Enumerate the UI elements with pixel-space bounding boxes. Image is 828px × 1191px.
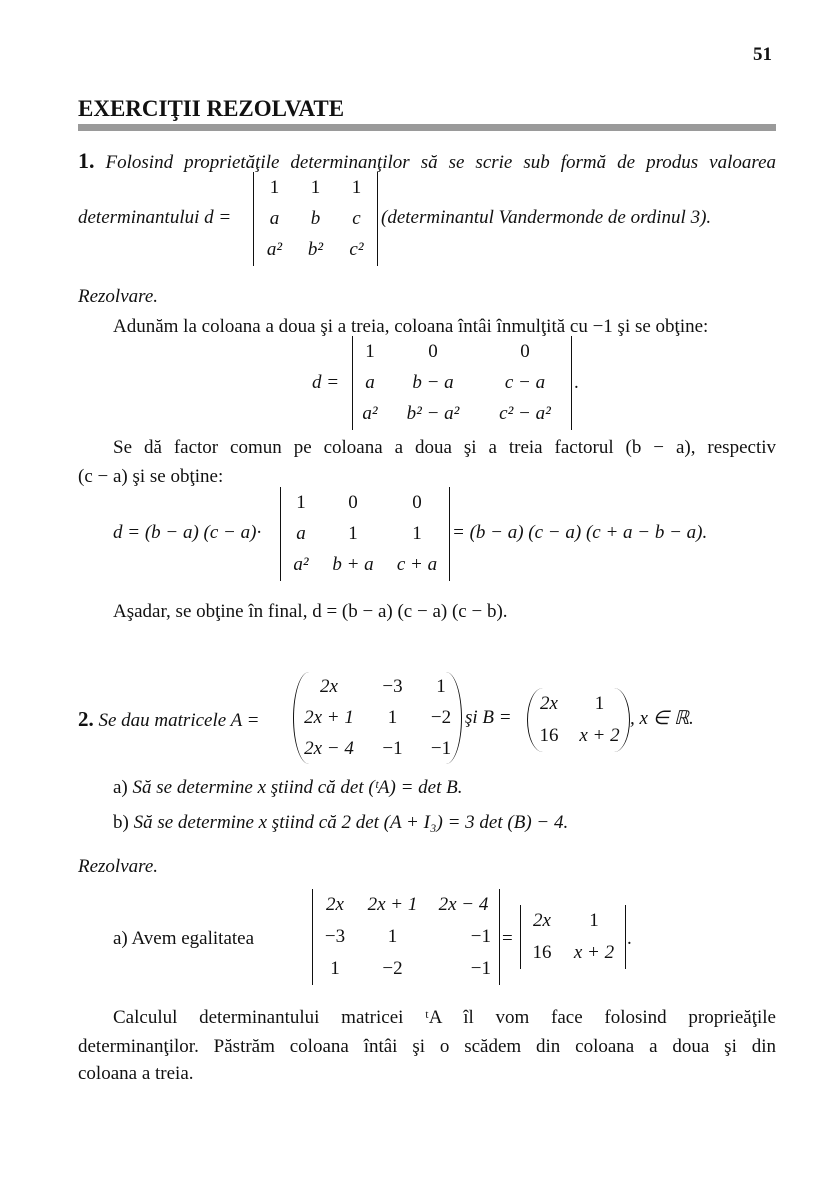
ex2-statement-prefix — [78, 707, 259, 732]
ex1-step2-line2: (c − a) şi se obţine: — [78, 466, 224, 487]
cell: b − a — [412, 371, 454, 393]
cell: c — [352, 207, 361, 229]
section-heading: EXERCIŢII REZOLVATE — [78, 96, 345, 121]
cell: 1 — [387, 706, 398, 728]
cell: 2x — [540, 693, 558, 714]
cell: 1 — [351, 176, 362, 198]
ex1-step1: Adunăm la coloana a doua şi a treia, coloana întâi înmulţită cu −1 şi se obţine: — [113, 316, 709, 337]
cell: x + 2 — [579, 725, 620, 746]
ex2-part-b — [113, 812, 568, 834]
matrix-a — [293, 672, 462, 764]
cell: 1 — [365, 340, 375, 362]
cell: 1 — [330, 958, 340, 979]
domain-text: , x ∈ ℝ. — [630, 708, 694, 729]
cell: c² — [349, 239, 364, 261]
cell: c + a — [396, 554, 438, 576]
cell: −2 — [382, 958, 403, 979]
heading-rule — [78, 124, 776, 131]
and-b-label: şi B = — [465, 707, 512, 728]
cell: 2x — [326, 894, 344, 915]
ex1-statement: Folosind proprietăţile determinanţilor să se scrie sub formă de produs valoarea — [105, 152, 777, 173]
ex1-conclusion: Aşadar, se obţine în final, d = (b − a) (c − a) (c − b). — [113, 601, 508, 622]
ex1-step2-lhs: d = (b − a) (c − a)· — [113, 522, 262, 543]
ex1-statement-line1 — [78, 148, 776, 174]
cell: 16 — [539, 725, 559, 746]
part-b-text: Să se determine x ştiind că 2 det (A + I₃) = 3 det (B) − 4. — [133, 812, 569, 833]
cell: 2x — [320, 676, 338, 698]
cell: c² − a² — [499, 403, 551, 425]
cell: a² — [362, 403, 378, 425]
cell: 16 — [532, 942, 552, 963]
matrix-b — [527, 688, 630, 752]
cell: 1 — [310, 176, 321, 198]
cell: 1 — [348, 522, 358, 544]
cell: 2x + 1 — [304, 706, 354, 728]
ex1-step2-rhs: = (b − a) (c − a) (c + a − b − a). — [452, 522, 708, 543]
cell: 2x — [533, 910, 551, 931]
cell: 1 — [269, 176, 280, 198]
b-determinant — [520, 905, 626, 969]
equals-sign: = — [502, 928, 513, 949]
sol-a-prefix: a) Avem egalitatea — [113, 928, 255, 949]
ex1-number: 1. — [78, 148, 95, 173]
transpose-determinant — [312, 889, 500, 985]
ex1-step1-lhs: d = — [312, 372, 340, 393]
cell: 0 — [520, 340, 530, 362]
paragraph-line2: determinanţilor. Păstrăm coloana întâi şi o scădem din coloana a doua şi din — [78, 1036, 776, 1057]
cell: b² − a² — [406, 403, 460, 425]
cell: a — [296, 522, 306, 544]
cell: −2 — [430, 706, 452, 728]
ex2-statement: Se dau matricele A = — [98, 710, 260, 731]
cell: x + 2 — [573, 942, 615, 963]
ex1-statement-prefix: determinantului d = — [78, 207, 232, 228]
cell: −1 — [430, 737, 452, 759]
cell: 1 — [296, 491, 306, 513]
cell: 2x − 4 — [438, 894, 489, 915]
sol-a-end: . — [627, 928, 632, 949]
part-a-text: Să se determine x ştiind că det (ᵗA) = det B. — [132, 777, 463, 798]
paragraph-line3: coloana a treia. — [78, 1063, 194, 1084]
cell: −1 — [382, 737, 403, 759]
cell: 1 — [589, 910, 599, 931]
cell: b² — [307, 239, 324, 261]
paragraph-line1: Calculul determinantului matricei ᵗA îl vom face folosind proprieăţile — [113, 1007, 776, 1028]
cell: b — [310, 207, 321, 229]
cell: −3 — [324, 926, 346, 947]
part-a-label: a) — [113, 777, 128, 798]
cell: 0 — [412, 491, 422, 513]
ex2-number: 2. — [78, 707, 94, 731]
ex1-statement-suffix: (determinantul Vandermonde de ordinul 3). — [381, 207, 712, 228]
step1-determinant — [352, 336, 572, 430]
cell: 2x − 4 — [304, 737, 354, 759]
ex2-solution-label: Rezolvare. — [78, 856, 159, 877]
cell: −1 — [470, 958, 491, 979]
cell: a² — [293, 554, 309, 576]
part-b-label: b) — [113, 812, 129, 833]
cell: 2x + 1 — [367, 894, 418, 915]
cell: 0 — [348, 491, 358, 513]
cell: c − a — [504, 371, 546, 393]
cell: 1 — [594, 693, 605, 714]
cell: 1 — [436, 676, 446, 698]
cell: 0 — [428, 340, 438, 362]
cell: 1 — [387, 926, 398, 947]
step2-determinant — [280, 487, 450, 581]
page-number: 51 — [753, 44, 772, 65]
cell: a — [365, 371, 375, 393]
vandermonde-determinant — [253, 172, 378, 266]
step1-end: . — [574, 372, 579, 393]
cell: a — [269, 207, 280, 229]
cell: 1 — [412, 522, 422, 544]
cell: −3 — [382, 676, 403, 698]
cell: a² — [266, 239, 283, 261]
cell: b + a — [332, 554, 374, 576]
ex1-step2-line1: Se dă factor comun pe coloana a doua şi a treia factorul (b − a), respectiv — [113, 437, 776, 458]
cell: −1 — [470, 926, 491, 947]
ex2-part-a — [113, 777, 462, 799]
ex1-solution-label: Rezolvare. — [78, 286, 159, 307]
